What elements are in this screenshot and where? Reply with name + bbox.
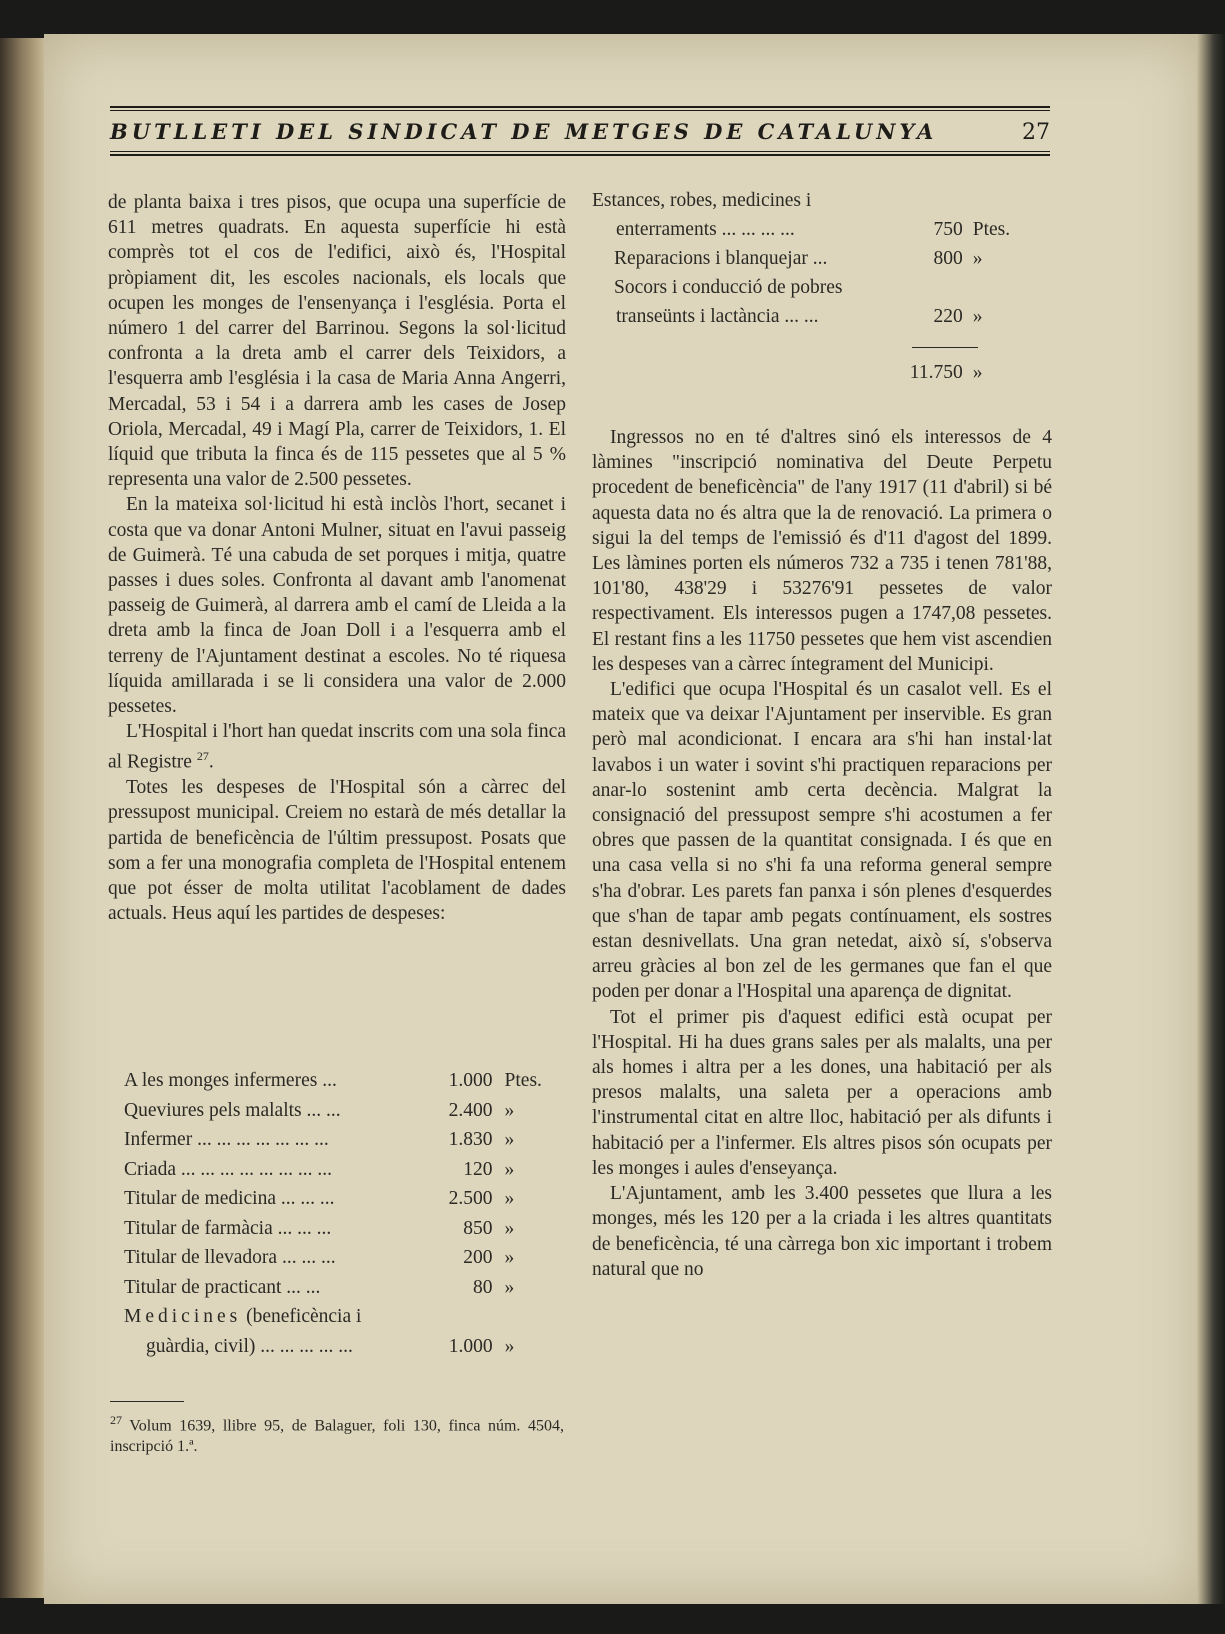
footnote-text: Volum 1639, llibre 95, de Balaguer, foli 130, finca núm. 4504, inscripció 1.ª. (110, 1417, 565, 1456)
expense-amount: 2.500 (448, 1188, 493, 1209)
paragraph: de planta baixa i tres pisos, que ocupa una superfície de 611 metres quadrats. En aquesta superfície hi està comprès tot el cos de l'edifici, això és, l'Hospital pròpiament dit, les escoles nacionals, els locals que ocupen les monges de l'ensenyança i l'església. Porta el número 1 del carrer del Barrinou. Segons la sol·licitud confronta a la dreta amb el carrer dels Teixidors, a l'esquerra amb l'església i la casa de Maria Anna Angerri, Mercadal, 53 i 54 i a darrera amb les cases de Josep Oriola, Mercadal, 49 i Magí Pla, carrer de Teixidors, 1. El líquid que tributa la finca és de 115 pessetes que al 5 % representa una valor de 2.500 pessetes. (108, 192, 566, 491)
expense-row (592, 306, 1032, 335)
expense-row (124, 1306, 564, 1336)
left-column (108, 190, 566, 926)
expense-row (124, 1070, 564, 1100)
book-spine (0, 38, 48, 1598)
expense-amount: 750 (933, 219, 963, 240)
expense-row (124, 1188, 564, 1218)
expense-row (124, 1336, 564, 1366)
footnote-number: 27 (110, 1413, 122, 1427)
expense-label: Socors i conducció de pobres (614, 277, 843, 298)
expense-label: Criada ... ... ... ... ... ... ... ... (124, 1158, 332, 1180)
expense-amount: 850 (463, 1217, 493, 1239)
expense-unit: » (504, 1099, 515, 1121)
page-number: 27 (1022, 120, 1050, 145)
expense-label: Reparacions i blanquejar ... (614, 248, 828, 269)
expenses-table (124, 1070, 564, 1365)
expense-label: Estances, robes, medicines i (592, 190, 812, 211)
footnote-rule (110, 1401, 184, 1402)
expense-unit: » (504, 1188, 515, 1209)
paragraph: L'Ajuntament, amb les 3.400 pessetes que llura a les monges, més les 120 per a la criada i les altres quantitats de beneficència, té una càrrega bon xic important i trobem natural que no (592, 1183, 1052, 1280)
expense-unit: » (504, 1335, 515, 1357)
expense-unit: » (504, 1217, 515, 1239)
total-amount: 11.750 (909, 362, 963, 383)
expense-row (592, 277, 1032, 306)
right-column (592, 425, 1052, 1282)
expense-unit: » (504, 1129, 515, 1150)
running-header (110, 104, 1050, 158)
expense-unit: Ptes. (504, 1070, 542, 1091)
sum-line (912, 347, 978, 348)
footnote-reference: 27 (196, 749, 209, 764)
paragraph: En la mateixa sol·licitud hi està inclòs l'hort, secanet i costa que va donar Antoni Mulner, situat en l'avui passeig de Guimerà. Té una cabuda de set porques i mitja, quatre passes i dues soles. Confronta al davant amb l'anomenat passeig de Guimerà, al darrera amb el camí de Lleida a la dreta amb la finca de Joan Doll i a l'esquerra amb el terreny de l'Ajuntament destinat a escoles. No té riquesa líquida amillarada i se li considera una valor de 2.000 pessetes. (108, 494, 566, 718)
total-unit: » (972, 362, 983, 383)
expense-amount: 2.400 (448, 1099, 493, 1121)
footnote (110, 1410, 564, 1457)
expense-row (124, 1247, 564, 1277)
header-rule-top-2 (110, 110, 1050, 111)
expense-unit: » (972, 248, 983, 269)
expense-label: Titular de llevadora ... ... ... (124, 1247, 336, 1268)
header-rule-top (110, 106, 1050, 108)
expense-unit: » (972, 306, 983, 327)
expense-unit: » (504, 1276, 515, 1298)
expense-row (124, 1100, 564, 1130)
journal-title: BUTLLETI DEL SINDICAT DE METGES DE CATALUNYA (110, 119, 938, 144)
expense-row (124, 1159, 564, 1189)
header-rule-bottom (110, 151, 1050, 152)
paragraph: Ingressos no en té d'altres sinó els interessos de 4 làmines "inscripció nominativa del Deute Perpetu procedent de beneficència" de l'any 1917 (11 d'abril) si bé aquesta data no és altra que la de renovació. La primera o sigui la del temps de l'emissió és d'11 d'agost del 1899. Les làmines porten els números 732 a 735 i tenen 781'88, 101'80, 438'29 i 53276'91 pessetes de valor respectivament. Els interessos pugen a 1747,08 pessetes. El restant fins a les 11750 pessetes que hem vist ascendien les despeses van a càrrec íntegrament del Municipi. (592, 427, 1052, 675)
expense-label: A les monges infermeres ... (124, 1070, 337, 1091)
expenses-continued-table (592, 190, 1032, 335)
expense-unit: » (504, 1158, 515, 1180)
expense-amount: 200 (463, 1247, 493, 1268)
expense-label: Infermer ... ... ... ... ... ... ... (124, 1129, 329, 1150)
header-rule-bottom-2 (110, 154, 1050, 156)
expense-unit: » (504, 1247, 515, 1268)
expense-row (124, 1277, 564, 1307)
expense-label: Titular de medicina ... ... ... (124, 1188, 335, 1209)
expense-row (592, 219, 1032, 248)
expense-amount: 80 (473, 1276, 493, 1298)
expense-label: Titular de practicant ... ... (124, 1276, 321, 1298)
expense-amount: 120 (463, 1158, 493, 1180)
expense-label: Queviures pels malalts ... ... (124, 1099, 341, 1121)
paragraph: L'edifici que ocupa l'Hospital és un casalot vell. Es el mateix que va deixar l'Ajuntament per inservible. Es gran però mal acondicionat. I encara ara s'hi han instal·lat lavabos i un water i sovint s'hi practiquen reparacions per anar-lo sostenint amb certa decència. Malgrat la consignació del pressupost sempre s'hi acostumen a fer obres que passen de la quantitat consignada. I és que en una casa vella si no s'hi fa una reforma general sempre s'ha d'obrar. Les parets fan panxa i són plenes d'esquerdes que s'han de tapar amb pegats contínuament, els sostres estan desnivellats. Una gran netedat, això sí, s'observa arreu gràcies al bon zel de les germanes que fan el que poden per donar a l'Hospital una aparença de dignitat. (592, 679, 1052, 1003)
paragraph: Totes les despeses de l'Hospital són a càrrec del pressupost municipal. Creiem no estarà de més detallar la partida de beneficència de l'últim pressupost. Posats que som a fer una monografia completa de l'Hospital entenem que pot ésser de molta utilitat l'acoblament de dades actuals. Heus aquí les partides de despeses: (108, 777, 566, 925)
expense-label: Titular de farmàcia ... ... ... (124, 1217, 332, 1239)
expense-label: Medicines (beneficència i (124, 1306, 362, 1327)
expense-label: enterraments ... ... ... ... (616, 219, 795, 240)
expense-label: guàrdia, civil) ... ... ... ... ... (146, 1335, 353, 1357)
expense-amount: 1.830 (448, 1129, 493, 1150)
expense-amount: 1.000 (448, 1335, 493, 1357)
expense-amount: 800 (933, 248, 963, 269)
paragraph: Tot el primer pis d'aquest edifici està ocupat per l'Hospital. Hi ha dues grans sales per als malalts, una per als homes i altra per a les dones, una habitació per als presos malalts, una saleta per a operacions amb l'instrumental citat en altre lloc, habitació per als difunts i habitació per a l'infermer. Els altres pisos són ocupats per les monges i aules d'enseyança. (592, 1006, 1052, 1179)
expense-label: transeünts i lactància ... ... (616, 306, 819, 327)
expense-amount: 1.000 (448, 1070, 493, 1091)
header-line (110, 113, 1050, 149)
expense-row (124, 1129, 564, 1159)
expense-row (124, 1218, 564, 1248)
expense-row (592, 190, 1032, 219)
total-row (592, 362, 1032, 391)
expense-amount: 220 (933, 306, 963, 327)
page-edge (1197, 34, 1225, 1604)
expense-row (592, 248, 1032, 277)
paragraph-text: L'Hospital i l'hort han quedat inscrits com una sola finca al Registre (108, 721, 566, 773)
expense-unit: Ptes. (972, 219, 1011, 240)
paragraph: L'Hospital i l'hort han quedat inscrits com una sola finca al Registre $^{27}$. (108, 721, 566, 773)
